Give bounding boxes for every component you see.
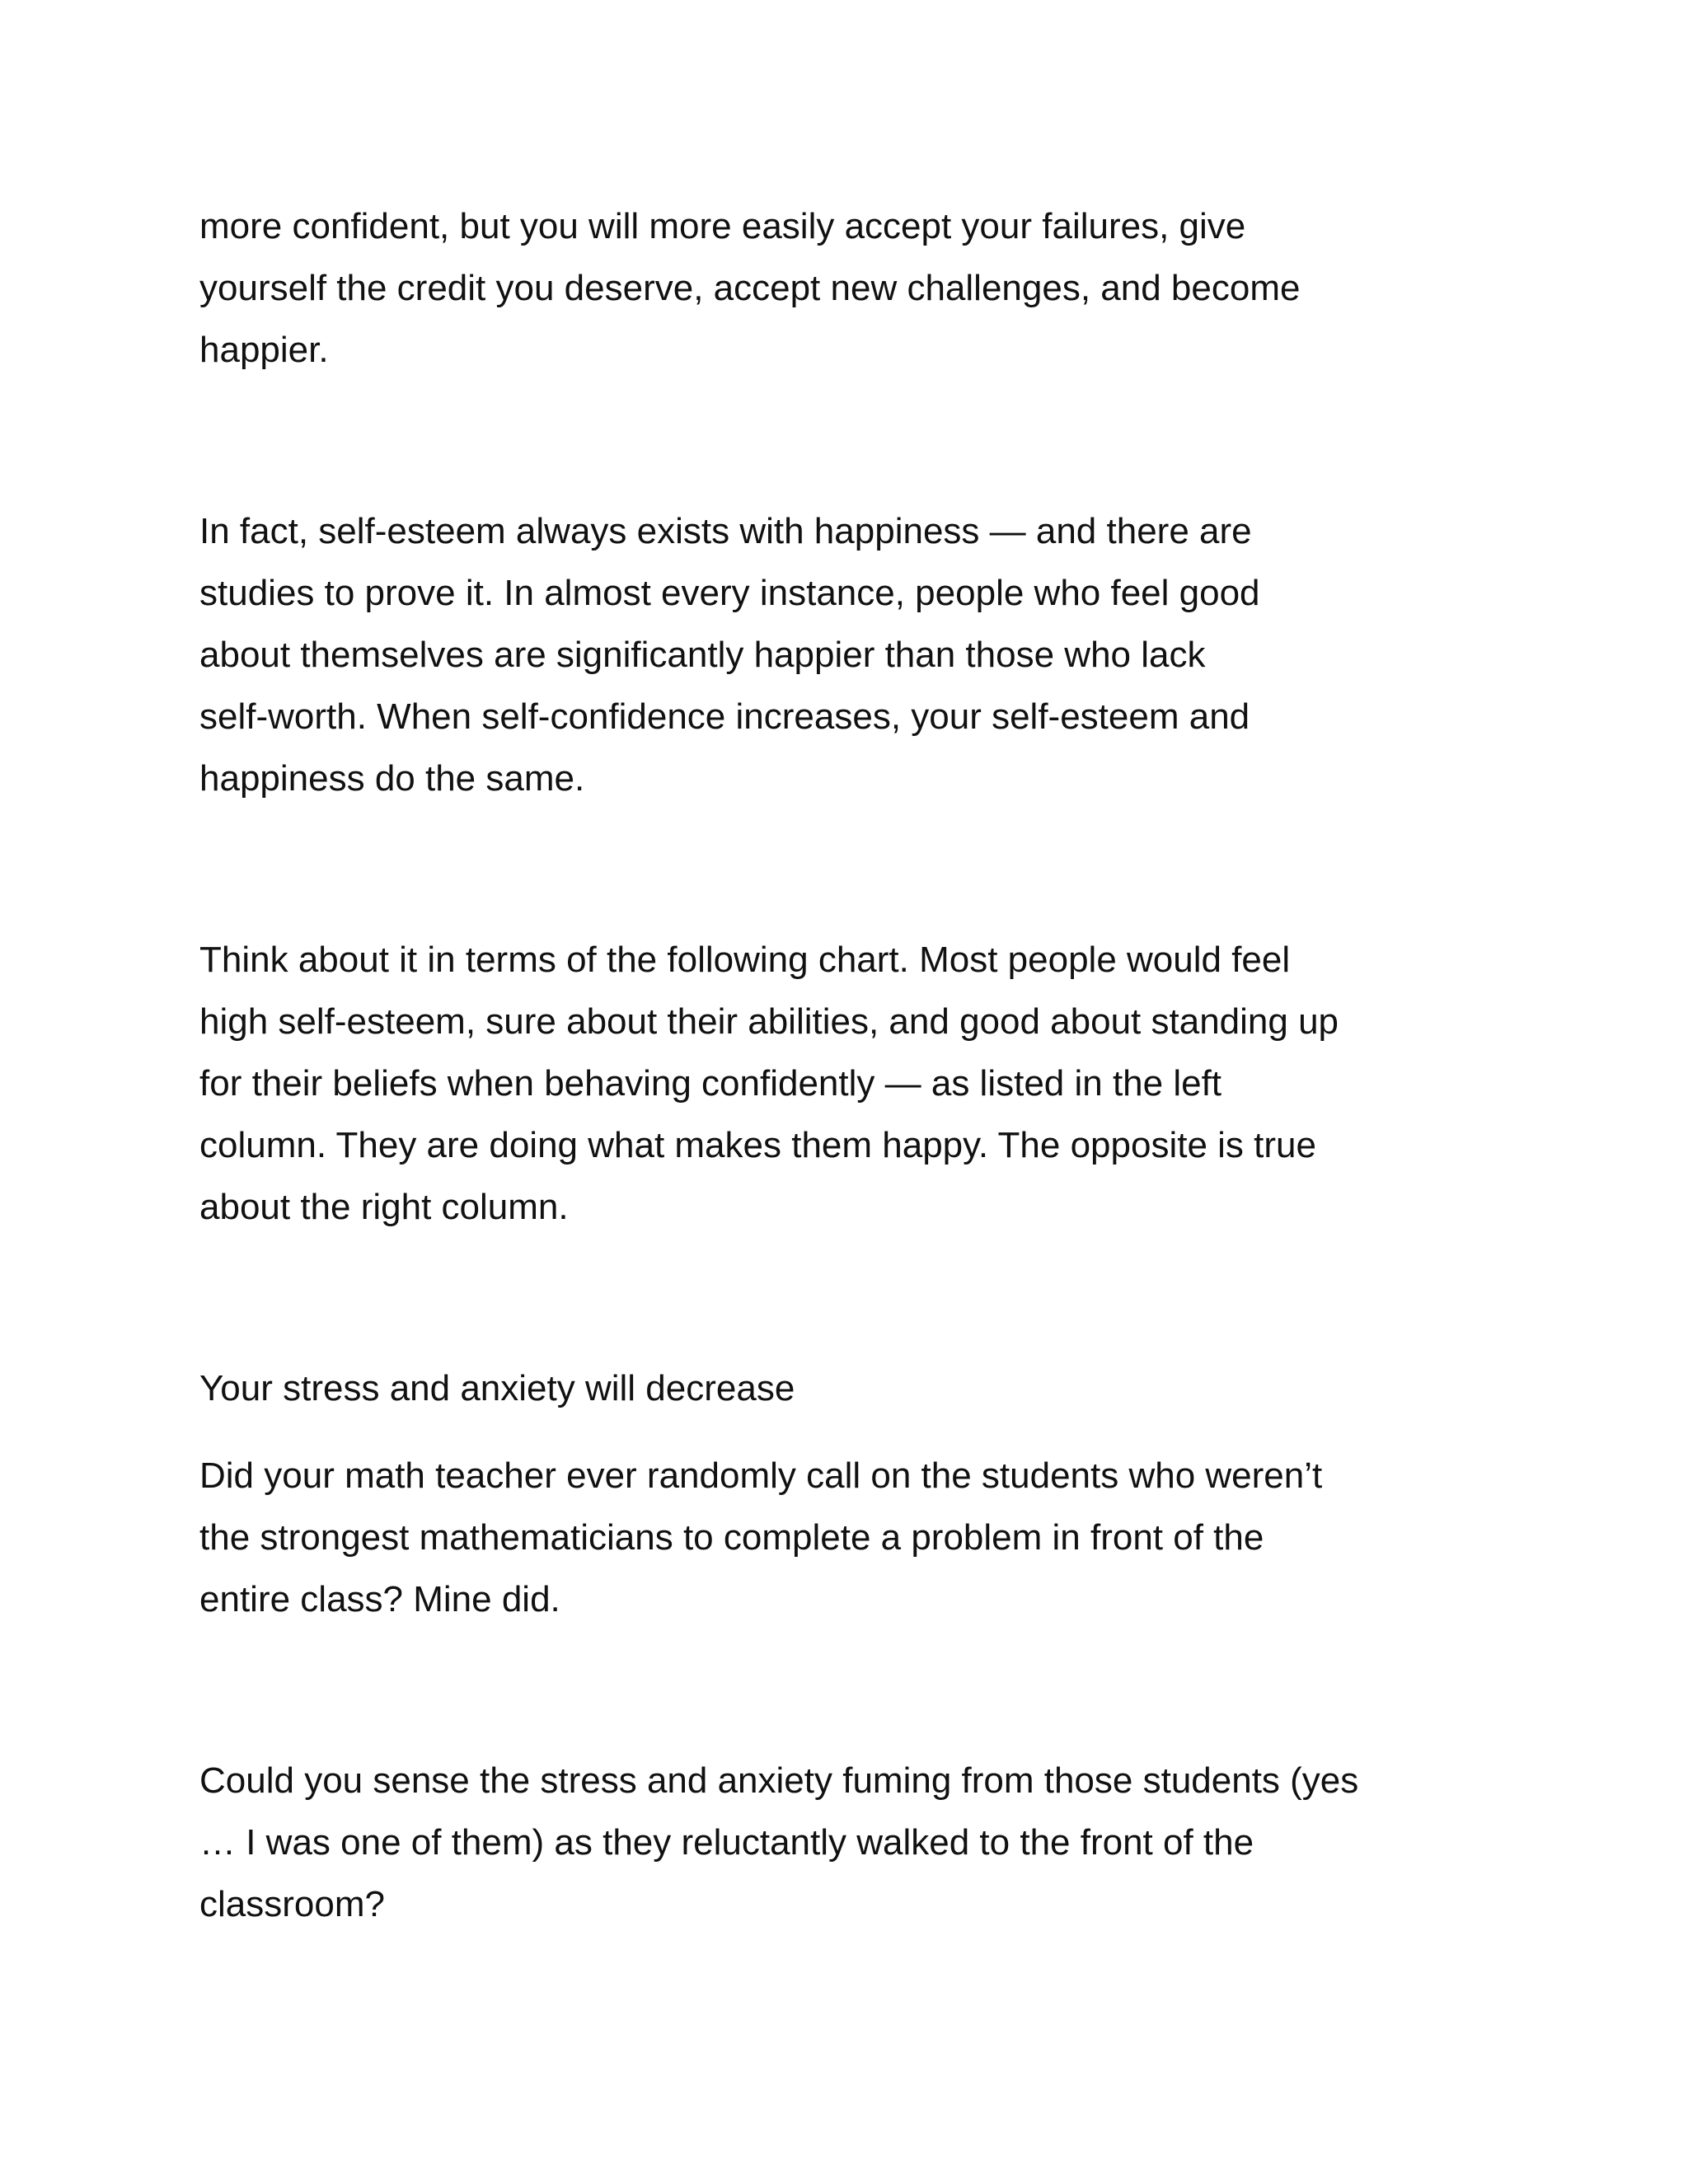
paragraph-chart-explanation xyxy=(199,929,1518,1238)
paragraph-self-esteem-happiness xyxy=(199,500,1518,809)
paragraph-math-teacher xyxy=(199,1445,1518,1630)
paragraph-line: high self-esteem, sure about their abilities, and good about standing up xyxy=(199,1001,1339,1042)
paragraph-line: … I was one of them) as they reluctantly walked to the front of the xyxy=(199,1822,1254,1863)
paragraph-line: about themselves are significantly happier than those who lack xyxy=(199,635,1206,675)
paragraph-line: studies to prove it. In almost every instance, people who feel good xyxy=(199,573,1260,613)
paragraph-line: Did your math teacher ever randomly call on the students who weren’t xyxy=(199,1455,1323,1496)
paragraph-line: happier. xyxy=(199,330,329,370)
paragraph-line: yourself the credit you deserve, accept new challenges, and become xyxy=(199,268,1301,308)
paragraph-line: for their beliefs when behaving confidently — as listed in the left xyxy=(199,1063,1222,1104)
paragraph-line: self-worth. When self-confidence increases, your self-esteem and xyxy=(199,696,1250,737)
paragraph-line: happiness do the same. xyxy=(199,758,585,799)
paragraph-line: Think about it in terms of the following chart. Most people would feel xyxy=(199,940,1291,980)
paragraph-line: classroom? xyxy=(199,1884,385,1924)
paragraph-line: more confident, but you will more easily accept your failures, give xyxy=(199,206,1246,246)
paragraph-confidence-benefits xyxy=(199,195,1518,381)
paragraph-line: column. They are doing what makes them happy. The opposite is true xyxy=(199,1125,1316,1165)
paragraph-line: about the right column. xyxy=(199,1187,569,1227)
paragraph-line: entire class? Mine did. xyxy=(199,1579,560,1619)
paragraph-line: the strongest mathematicians to complete a problem in front of the xyxy=(199,1517,1264,1558)
paragraph-line: In fact, self-esteem always exists with happiness — and there are xyxy=(199,511,1252,551)
paragraph-stress-anxiety xyxy=(199,1750,1518,1935)
paragraph-line: Could you sense the stress and anxiety fuming from those students (yes xyxy=(199,1760,1359,1801)
section-heading: Your stress and anxiety will decrease xyxy=(199,1368,795,1408)
